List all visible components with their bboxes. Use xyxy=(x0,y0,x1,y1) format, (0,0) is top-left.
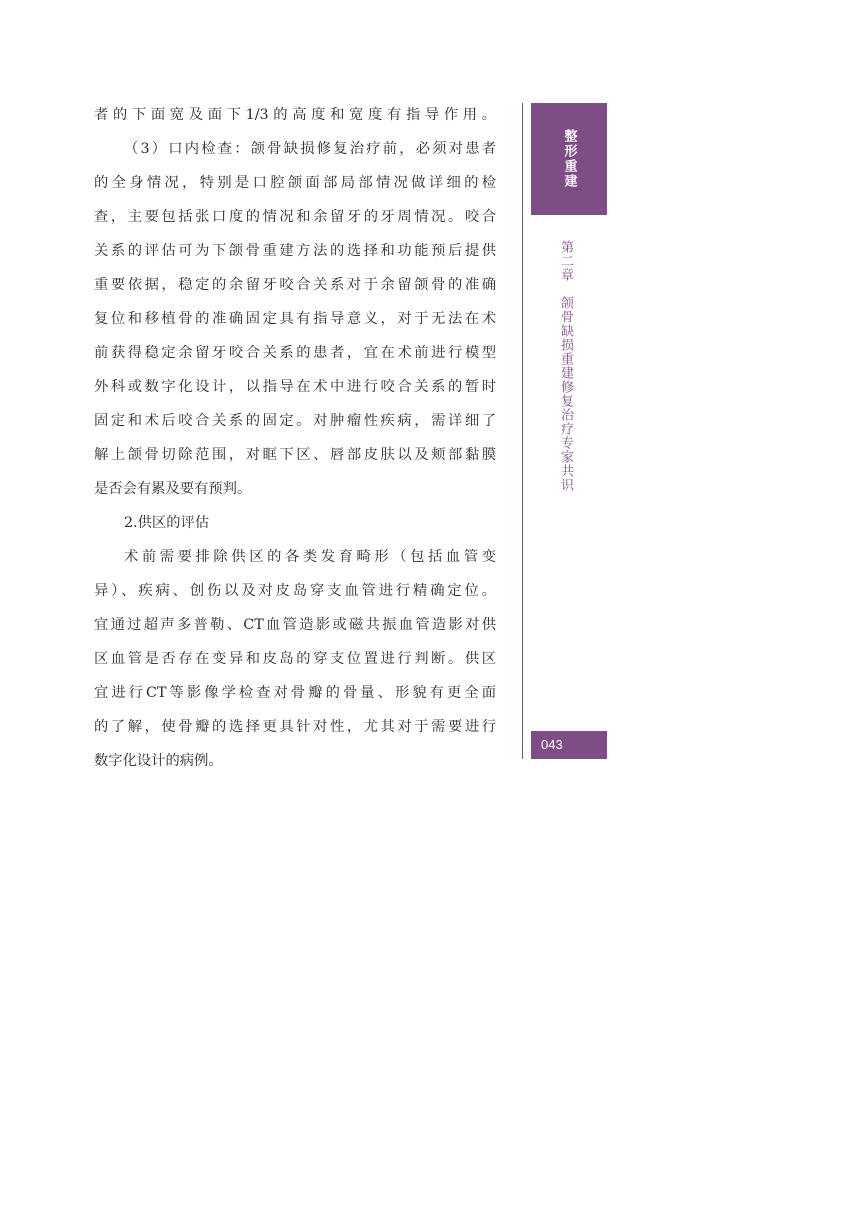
text-line: （3）口内检查：颌骨缺损修复治疗前，必须对患者 xyxy=(124,141,496,157)
chapter-title: 颌骨缺损重建修复治疗专家共识 xyxy=(558,296,573,492)
section-heading: 2.供区的评估 xyxy=(124,515,210,531)
text-line: 查，主要包括张口度的情况和余留牙的牙周情况。咬合 xyxy=(94,209,496,225)
page-number: 043 xyxy=(531,731,607,759)
text-line: 外科或数字化设计，以指导在术中进行咬合关系的暂时 xyxy=(94,379,496,395)
text-line: 解上颌骨切除范围，对眶下区、唇部皮肤以及颊部黏膜 xyxy=(94,447,496,463)
text-line: 关系的评估可为下颌骨重建方法的选择和功能预后提供 xyxy=(94,243,496,259)
sidebar-divider xyxy=(522,103,523,759)
text-line: 前获得稳定余留牙咬合关系的患者，宜在术前进行模型 xyxy=(94,345,496,361)
text-line: 宜通过超声多普勒、CT血管造影或磁共振血管造影对供 xyxy=(94,617,496,633)
section-tab xyxy=(531,103,607,215)
text-line: 重要依据，稳定的余留牙咬合关系对于余留颌骨的准确 xyxy=(94,277,496,293)
text-line: 区血管是否存在变异和皮岛的穿支位置进行判断。供区 xyxy=(94,651,496,667)
text-line: 者的下面宽及面下1/3的高度和宽度有指导作用。 xyxy=(94,107,496,123)
text-line: 宜进行CT等影像学检查对骨瓣的骨量、形貌有更全面 xyxy=(94,685,496,701)
text-line: 是否会有累及要有预判。 xyxy=(94,481,252,497)
text-line: 数字化设计的病例。 xyxy=(94,753,223,769)
text-line: 术前需要排除供区的各类发育畸形（包括血管变 xyxy=(124,549,496,565)
text-line: 的全身情况，特别是口腔颌面部局部情况做详细的检 xyxy=(94,175,496,191)
chapter-number: 第二章 xyxy=(558,240,573,282)
text-line: 异）、疾病、创伤以及对皮岛穿支血管进行精确定位。 xyxy=(94,583,496,599)
text-line: 的了解，使骨瓣的选择更具针对性，尤其对于需要进行 xyxy=(94,719,496,735)
text-line: 固定和术后咬合关系的固定。对肿瘤性疾病，需详细了 xyxy=(94,413,496,429)
body-text xyxy=(94,98,496,778)
running-header xyxy=(557,240,573,492)
text-line: 复位和移植骨的准确固定具有指导意义，对于无法在术 xyxy=(94,311,496,327)
section-label: 整形重建 xyxy=(561,129,577,189)
